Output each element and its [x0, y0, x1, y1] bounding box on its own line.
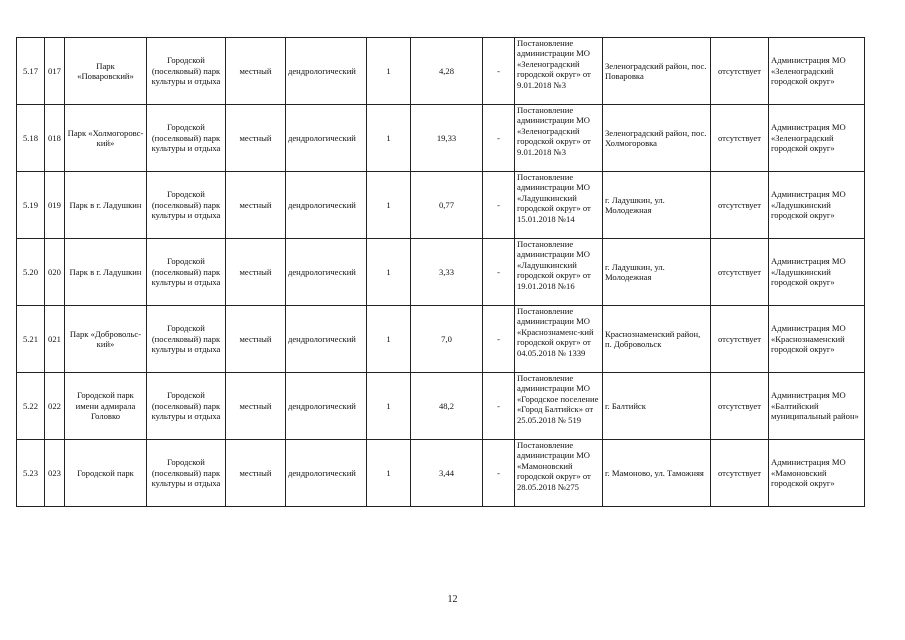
significance: местный [226, 239, 286, 306]
area-ha: 3,33 [411, 239, 483, 306]
park-type: Городской (поселковый) парк культуры и отдыха [147, 38, 226, 105]
authority: Администрация МО «Ладушкинский городской округ» [769, 172, 865, 239]
significance: местный [226, 440, 286, 507]
table-row [17, 239, 865, 306]
row-code: 021 [45, 306, 65, 373]
park-type: Городской (поселковый) парк культуры и отдыха [147, 440, 226, 507]
park-type: Городской (поселковый) парк культуры и отдыха [147, 239, 226, 306]
status: отсутствует [711, 306, 769, 373]
row-number: 5.18 [17, 105, 45, 172]
founding-document: Постановление администрации МО «Краснознаменс-кий городской округ» от 04.05.2018 № 1339 [515, 306, 603, 373]
authority: Администрация МО «Зеленоградский городской округ» [769, 38, 865, 105]
table-body [17, 38, 865, 507]
park-name: Городской парк [65, 440, 147, 507]
area-ha: 3,44 [411, 440, 483, 507]
status: отсутствует [711, 239, 769, 306]
table-row [17, 105, 865, 172]
founding-document: Постановление администрации МО «Городское поселение «Город Балтийск» от 25.05.2018 № 519 [515, 373, 603, 440]
founding-document: Постановление администрации МО «Зеленоградский городской округ» от 9.01.2018 №3 [515, 105, 603, 172]
row-code: 022 [45, 373, 65, 440]
area-ha: 7,0 [411, 306, 483, 373]
park-type: Городской (поселковый) парк культуры и отдыха [147, 172, 226, 239]
park-type: Городской (поселковый) парк культуры и отдыха [147, 373, 226, 440]
authority: Администрация МО «Мамоновский городской округ» [769, 440, 865, 507]
row-number: 5.17 [17, 38, 45, 105]
cluster-count: 1 [367, 440, 411, 507]
area-ha: 4,28 [411, 38, 483, 105]
significance: местный [226, 172, 286, 239]
cluster-count: 1 [367, 38, 411, 105]
dash-cell: - [483, 440, 515, 507]
location: г. Ладушкин, ул. Молодежная [603, 172, 711, 239]
dash-cell: - [483, 38, 515, 105]
founding-document: Постановление администрации МО «Ладушкинский городской округ» от 19.01.2018 №16 [515, 239, 603, 306]
row-number: 5.23 [17, 440, 45, 507]
profile: дендрологический [286, 172, 367, 239]
dash-cell: - [483, 239, 515, 306]
area-ha: 48,2 [411, 373, 483, 440]
row-code: 018 [45, 105, 65, 172]
row-code: 020 [45, 239, 65, 306]
location: Зеленоградский район, пос. Холмогоровка [603, 105, 711, 172]
row-number: 5.19 [17, 172, 45, 239]
table-row [17, 306, 865, 373]
cluster-count: 1 [367, 373, 411, 440]
row-number: 5.21 [17, 306, 45, 373]
row-code: 019 [45, 172, 65, 239]
founding-document: Постановление администрации МО «Ладушкинский городской округ» от 15.01.2018 №14 [515, 172, 603, 239]
cluster-count: 1 [367, 105, 411, 172]
location: Краснознаменский район, п. Добровольск [603, 306, 711, 373]
cluster-count: 1 [367, 306, 411, 373]
area-ha: 19,33 [411, 105, 483, 172]
profile: дендрологический [286, 105, 367, 172]
dash-cell: - [483, 172, 515, 239]
location: г. Мамоново, ул. Таможняя [603, 440, 711, 507]
table-row [17, 172, 865, 239]
dash-cell: - [483, 306, 515, 373]
status: отсутствует [711, 172, 769, 239]
authority: Администрация МО «Зеленоградский городской округ» [769, 105, 865, 172]
location: г. Балтийск [603, 373, 711, 440]
authority: Администрация МО «Краснознаменский городской округ» [769, 306, 865, 373]
park-name: Парк в г. Ладушкин [65, 239, 147, 306]
significance: местный [226, 306, 286, 373]
park-type: Городской (поселковый) парк культуры и отдыха [147, 105, 226, 172]
park-name: Городской парк имени адмирала Головко [65, 373, 147, 440]
significance: местный [226, 105, 286, 172]
dash-cell: - [483, 105, 515, 172]
status: отсутствует [711, 373, 769, 440]
page-number: 12 [447, 594, 458, 605]
park-name: Парк «Холмогоровс-кий» [65, 105, 147, 172]
cluster-count: 1 [367, 172, 411, 239]
profile: дендрологический [286, 38, 367, 105]
authority: Администрация МО «Ладушкинский городской округ» [769, 239, 865, 306]
row-code: 023 [45, 440, 65, 507]
park-name: Парк «Добровольс-кий» [65, 306, 147, 373]
area-ha: 0,77 [411, 172, 483, 239]
profile: дендрологический [286, 373, 367, 440]
table-row [17, 373, 865, 440]
founding-document: Постановление администрации МО «Мамоновский городской округ» от 28.05.2018 №275 [515, 440, 603, 507]
cluster-count: 1 [367, 239, 411, 306]
table-row [17, 440, 865, 507]
profile: дендрологический [286, 440, 367, 507]
status: отсутствует [711, 105, 769, 172]
authority: Администрация МО «Балтийский муниципальный район» [769, 373, 865, 440]
location: г. Ладушкин, ул. Молодежная [603, 239, 711, 306]
park-type: Городской (поселковый) парк культуры и отдыха [147, 306, 226, 373]
profile: дендрологический [286, 239, 367, 306]
dash-cell: - [483, 373, 515, 440]
significance: местный [226, 373, 286, 440]
status: отсутствует [711, 440, 769, 507]
park-name: Парк «Поваровский» [65, 38, 147, 105]
row-number: 5.22 [17, 373, 45, 440]
significance: местный [226, 38, 286, 105]
parks-table [16, 37, 865, 507]
status: отсутствует [711, 38, 769, 105]
location: Зеленоградский район, пос. Поваровка [603, 38, 711, 105]
row-number: 5.20 [17, 239, 45, 306]
table-row [17, 38, 865, 105]
row-code: 017 [45, 38, 65, 105]
profile: дендрологический [286, 306, 367, 373]
park-name: Парк в г. Ладушкин [65, 172, 147, 239]
founding-document: Постановление администрации МО «Зеленоградский городской округ» от 9.01.2018 №3 [515, 38, 603, 105]
